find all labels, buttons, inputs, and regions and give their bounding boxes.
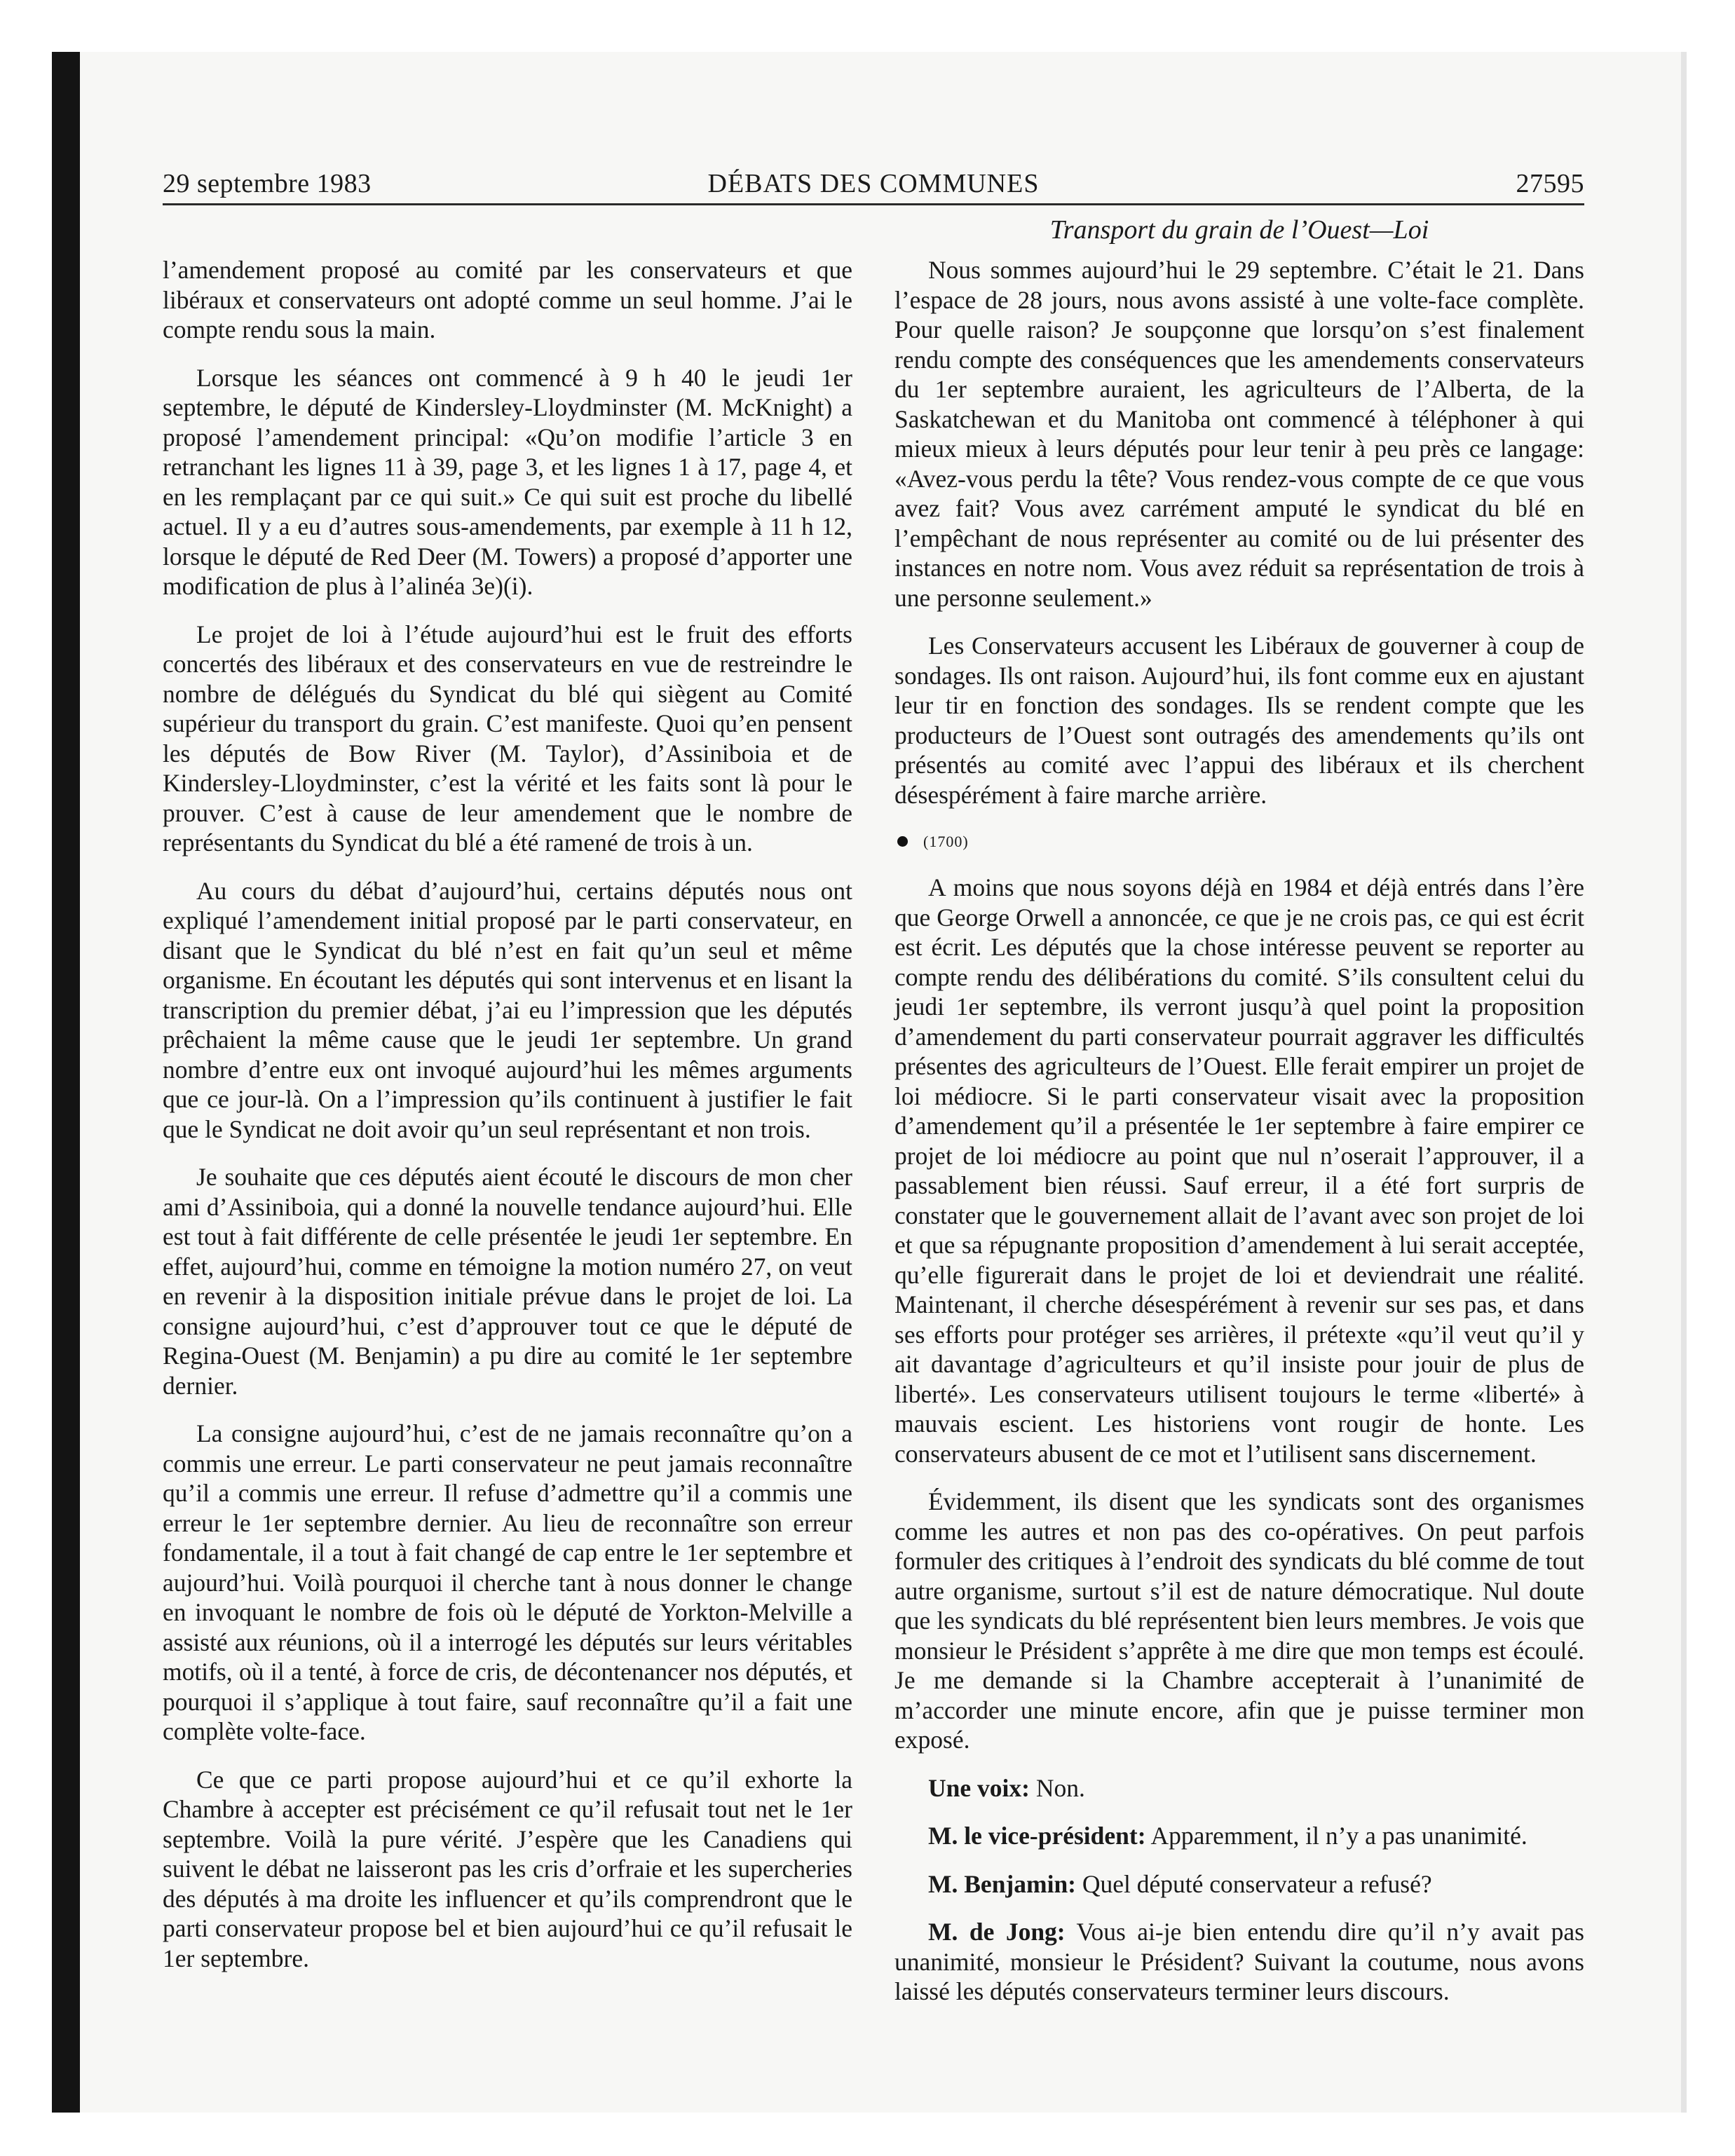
left-paragraph: Je souhaite que ces députés aient écouté le discours de mon cher ami d’Assiniboia, qui a donné la nouvelle tendance aujourd’hui. Elle est tout à fait différente de celle présentée le jeudi 1er septembre. En effet, aujourd’hui, comme en témoigne la motion numéro 27, on veut en revenir à la disposition initiale prévue dans le projet de loi. La consigne aujourd’hui, c’est d’approuver tout ce que le député de Regina-Ouest (M. Benjamin) a pu dire au comité le 1er septembre dernier. bbox=[163, 1163, 852, 1400]
header-page-number: 27595 bbox=[1516, 169, 1584, 198]
scan-border bbox=[52, 52, 80, 2113]
header-journal-title: DÉBATS DES COMMUNES bbox=[707, 169, 1040, 198]
left-paragraph: Ce que ce parti propose aujourd’hui et ce qu’il exhorte la Chambre à accepter est précisément ce qu’il refusait tout net le 1er septembre. Voilà la pure vérité. J’espère que les Canadiens qui suivent le débat ne laisseront pas les cris d’orfraie et les supercheries des députés à ma droite les influencer et qu’ils comprendront que le parti conservateur propose bel et bien aujourd’hui ce qu’il refusait le 1er septembre. bbox=[163, 1765, 852, 1972]
speech-exchange bbox=[894, 1821, 1584, 1851]
speech-exchange bbox=[894, 1917, 1584, 2007]
speech-text: Apparemment, il n’y a pas unanimité. bbox=[1145, 1822, 1528, 1850]
left-paragraph: La consigne aujourd’hui, c’est de ne jamais reconnaître qu’on a commis une erreur. Le parti conservateur ne peut jamais reconnaître qu’il a commis une erreur. Il refuse d’admettre qu’il a commis une erreur le 1er septembre dernier. Au lieu de reconnaître son erreur fondamentale, il a tout à fait changé de cap entre le 1er septembre et aujourd’hui. Voilà pourquoi il cherche tant à nous donner le change en invoquant le nombre de fois où le député de Yorkton-Melville a assisté aux réunions, où il a interrogé les députés sur leurs véritables motifs, où il a tenté, à force de cris, de décontenancer nos députés, et pourquoi il s’applique à tout faire, sauf reconnaître qu’il a fait une complète volte-face. bbox=[163, 1419, 852, 1745]
left-paragraph: l’amendement proposé au comité par les conservateurs et que libéraux et conservateurs ont adopté comme un seul homme. J’ai le compte rendu sous la main. bbox=[163, 256, 852, 343]
speech-exchange bbox=[894, 1773, 1584, 1803]
speech-exchange bbox=[894, 1869, 1584, 1899]
right-paragraph: Évidemment, ils disent que les syndicats sont des organismes comme les autres et non pas des co-opératives. On peut parfois formuler des critiques à l’endroit des syndicats du blé comme de tout autre organisme, surtout s’il est de nature démocratique. Nul doute que les syndicats du blé représentent bien leurs membres. Je vois que monsieur le Président s’apprête à me dire que mon temps est écoulé. Je me demande si la Chambre accepterait à l’unanimité de m’accorder une minute encore, afin que je puisse terminer mon exposé. bbox=[894, 1487, 1584, 1754]
speaker-name: M. de Jong: bbox=[928, 1918, 1066, 1946]
left-paragraph: Au cours du débat d’aujourd’hui, certains députés nous ont expliqué l’amendement initial proposé par le parti conservateur, en disant que le Syndicat du blé n’est en fait qu’un seul et même organisme. En écoutant les députés qui sont intervenus et en lisant la transcription du premier débat, j’ai eu l’impression que les députés prêchaient la même cause que le jeudi 1er septembre. Un grand nombre d’entre eux ont invoqué aujourd’hui les mêmes arguments que ce jour-là. On a l’impression qu’ils continuent à justifier le fait que le Syndicat ne doit avoir qu’un seul représentant et non trois. bbox=[163, 876, 852, 1143]
speaker-name: M. Benjamin: bbox=[928, 1869, 1077, 1898]
bullet-icon bbox=[897, 836, 908, 847]
page-header bbox=[163, 163, 1584, 205]
speech-text: Vous ai-je bien entendu dire qu’il n’y avait pas unanimité, monsieur le Président? Suivant la coutume, nous avons laissé les députés conservateurs terminer leurs discours. bbox=[894, 1918, 1584, 2005]
time-marker bbox=[894, 828, 1584, 856]
right-paragraph: Nous sommes aujourd’hui le 29 septembre. C’était le 21. Dans l’espace de 28 jours, nous avons assisté à une volte-face complète. Pour quelle raison? Je soupçonne que lorsqu’on s’est finalement rendu compte des conséquences que les amendements conservateurs du 1er septembre auraient, les agriculteurs de l’Alberta, de la Saskatchewan et du Manitoba ont commencé à téléphoner à qui mieux mieux à leurs députés pour leur tenir à peu près ce langage: «Avez-vous perdu la tête? Vous rendez-vous compte de ce que vous avez fait? Vous avez carrément amputé le syndicat du blé en l’empêchant de nous représenter au comité ou de lui présenter des instances en notre nom. Vous avez réduit sa représentation de trois à une personne seulement.» bbox=[894, 256, 1584, 612]
header-rule bbox=[163, 203, 1584, 205]
right-paragraph: Les Conservateurs accusent les Libéraux de gouverner à coup de sondages. Ils ont raison. Aujourd’hui, ils font comme eux en ajustant leur tir en fonction des sondages. Ils se rendent compte que les producteurs de l’Ouest sont outragés des amendements qu’ils ont présentés au comité avec l’appui des libéraux et ils cherchent désespérément à faire marche arrière. bbox=[894, 632, 1584, 809]
right-column bbox=[894, 255, 1584, 2025]
speaker-name: M. le vice-président: bbox=[928, 1822, 1146, 1850]
running-title: Transport du grain de l’Ouest—Loi bbox=[1049, 215, 1429, 245]
right-paragraph: A moins que nous soyons déjà en 1984 et déjà entrés dans l’ère que George Orwell a annoncée, ce que je ne crois pas, ce qui est écrit est écrit. Les députés que la chose intéresse peuvent se reporter au compte rendu des délibérations du comité. S’ils consultent celui du jeudi 1er septembre, ils verront jusqu’à quel point la proposition d’amendement du parti conservateur pourrait aggraver les difficultés présentes des agriculteurs de l’Ouest. Elle ferait empirer un projet de loi médiocre. Si le parti conservateur visait avec la proposition d’amendement qu’il a présentée le 1er septembre à faire empirer ce projet de loi médiocre au point que nul n’oserait l’approuver, il a passablement bien réussi. Sauf erreur, il a été fort surpris de constater que le gouvernement allait de l’avant avec son projet de loi et que sa répugnante proposition d’amendement à lui serait acceptée, qu’elle figurerait dans le projet de loi et deviendrait une réalité. Maintenant, il cherche désespérément à revenir sur ses pas, et dans ses efforts pour protéger ses arrières, il prétexte «qu’il veut qu’il y ait davantage d’agriculteurs et qu’il insiste pour jouir de plus de liberté». Les conservateurs utilisent toujours le terme «liberté» à mauvais escient. Les historiens vont rougir de honte. Les conservateurs abusent de ce mot et l’utilisent sans discernement. bbox=[894, 873, 1584, 1468]
left-paragraph: Le projet de loi à l’étude aujourd’hui est le fruit des efforts concertés des libéraux et des conservateurs en vue de restreindre le nombre de délégués du Syndicat du blé qui siègent au Comité supérieur du transport du grain. C’est manifeste. Quoi qu’en pensent les députés de Bow River (M. Taylor), d’Assiniboia et de Kindersley-Lloydminster, c’est la vérité et les faits sont là pour le prouver. C’est à cause de leur amendement que le nombre de représentants du Syndicat du blé a été ramené de trois à un. bbox=[163, 620, 852, 857]
speech-text: Non. bbox=[1029, 1773, 1085, 1802]
speaker-name: Une voix: bbox=[928, 1773, 1030, 1802]
time-marker-label: (1700) bbox=[923, 833, 969, 850]
left-column bbox=[163, 255, 852, 1991]
header-date: 29 septembre 1983 bbox=[163, 169, 372, 198]
speech-text: Quel député conservateur a refusé? bbox=[1076, 1869, 1432, 1898]
scan-border-right bbox=[1681, 52, 1687, 2113]
left-paragraph: Lorsque les séances ont commencé à 9 h 40 le jeudi 1er septembre, le député de Kindersley-Lloydminster (M. McKnight) a proposé l’amendement principal: «Qu’on modifie l’article 3 en retranchant les lignes 11 à 39, page 3, et les lignes 1 à 17, page 4, et en les remplaçant par ce qui suit.» Ce qui suit est proche du libellé actuel. Il y a eu d’autres sous-amendements, par exemple à 11 h 12, lorsque le député de Red Deer (M. Towers) a proposé d’apporter une modification de plus à l’alinéa 3e)(i). bbox=[163, 363, 852, 600]
